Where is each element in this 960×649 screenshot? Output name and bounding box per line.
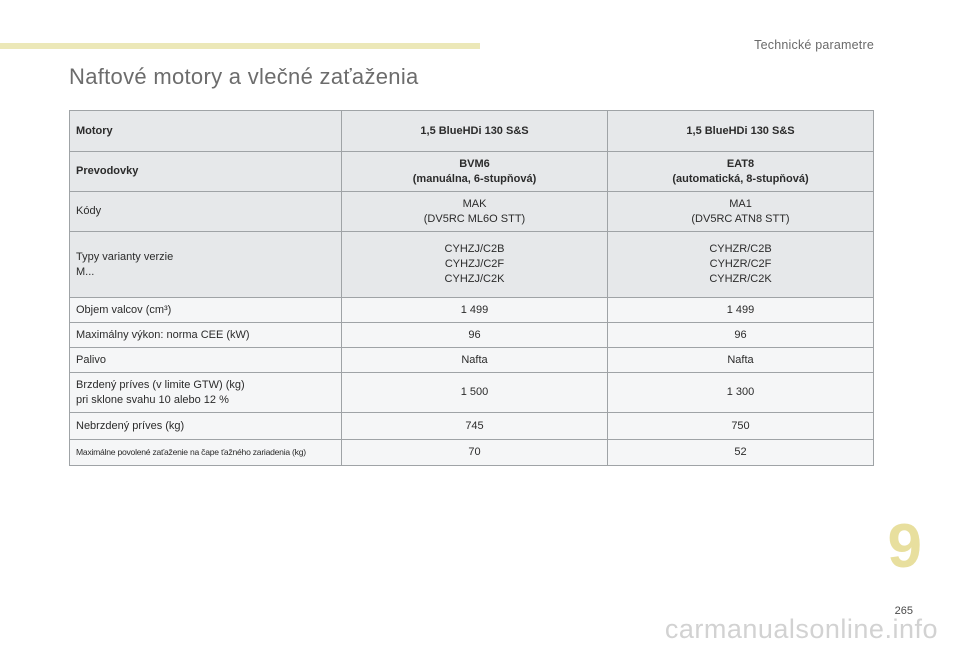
cell-line: (DV5RC ML6O STT) — [423, 212, 526, 225]
cell-line: CYHZJ/C2B — [444, 243, 505, 255]
row-label: Prevodovky — [70, 152, 342, 192]
cell-line: Typy varianty verzie — [76, 250, 174, 263]
table-cell: 1 499 — [608, 298, 874, 323]
row-label — [70, 440, 342, 466]
cell-line: CYHZJ/C2F — [444, 258, 505, 270]
table-row — [70, 192, 874, 232]
table-cell: Nafta — [608, 348, 874, 373]
table-cell — [608, 152, 874, 192]
cell-line: pri sklone svahu 10 alebo 12 % — [76, 393, 229, 406]
cell-line: CYHZR/C2B — [709, 243, 772, 255]
row-label — [70, 373, 342, 413]
row-label: Nebrzdený príves (kg) — [70, 413, 342, 440]
table-cell: 745 — [342, 413, 608, 440]
table-cell: 1 500 — [342, 373, 608, 413]
cell-line: MAK — [462, 197, 487, 210]
table-cell: 52 — [608, 440, 874, 466]
table-cell — [342, 152, 608, 192]
table-cell: Nafta — [342, 348, 608, 373]
cell-line: CYHZR/C2K — [709, 273, 772, 285]
cell-line: CYHZR/C2F — [709, 258, 772, 270]
table-cell: 1 499 — [342, 298, 608, 323]
table-cell: 96 — [342, 323, 608, 348]
cell-line: (DV5RC ATN8 STT) — [691, 212, 790, 225]
diesel-engines-table — [69, 110, 874, 466]
cell-line: BVM6 — [459, 157, 490, 170]
row-label — [70, 232, 342, 298]
table-header-row — [70, 111, 874, 152]
table-cell: 1 300 — [608, 373, 874, 413]
watermark: carmanualsonline.info — [664, 614, 938, 644]
table-cell: 70 — [342, 440, 608, 466]
cell-line: (manuálna, 6-stupňová) — [412, 172, 537, 185]
row-label: Maximálny výkon: norma CEE (kW) — [70, 323, 342, 348]
table-row — [70, 348, 874, 373]
table-row — [70, 323, 874, 348]
table-row — [70, 152, 874, 192]
row-label: Objem valcov (cm³) — [70, 298, 342, 323]
cell-line: M... — [76, 265, 95, 278]
table-cell: 96 — [608, 323, 874, 348]
table-cell: 750 — [608, 413, 874, 440]
table-row — [70, 413, 874, 440]
table-cell — [342, 192, 608, 232]
cell-line: MA1 — [729, 197, 752, 210]
cell-line: Brzdený príves (v limite GTW) (kg) — [76, 378, 245, 391]
cell-line: CYHZJ/C2K — [444, 273, 505, 285]
row-label: Palivo — [70, 348, 342, 373]
cell-line: (automatická, 8-stupňová) — [672, 172, 809, 185]
section-header: Technické parametre — [754, 38, 874, 52]
table-cell — [608, 192, 874, 232]
table-row — [70, 298, 874, 323]
row-label: Kódy — [70, 192, 342, 232]
chapter-number: 9 — [887, 512, 922, 581]
row-label: Motory — [70, 111, 342, 152]
table-row — [70, 232, 874, 298]
table-cell — [608, 232, 874, 298]
towball-load-label: Maximálne povolené zaťaženie na čape ťažného zariadenia (kg) — [76, 447, 306, 457]
header-accent-bar — [0, 43, 480, 49]
engine-column-1: 1,5 BlueHDi 130 S&S — [342, 111, 608, 152]
engine-column-2: 1,5 BlueHDi 130 S&S — [608, 111, 874, 152]
table-cell — [342, 232, 608, 298]
table-row — [70, 373, 874, 413]
page-number: 265 — [894, 605, 913, 617]
table-row — [70, 440, 874, 466]
page-title: Naftové motory a vlečné zaťaženia — [69, 64, 419, 89]
cell-line: EAT8 — [726, 157, 755, 170]
